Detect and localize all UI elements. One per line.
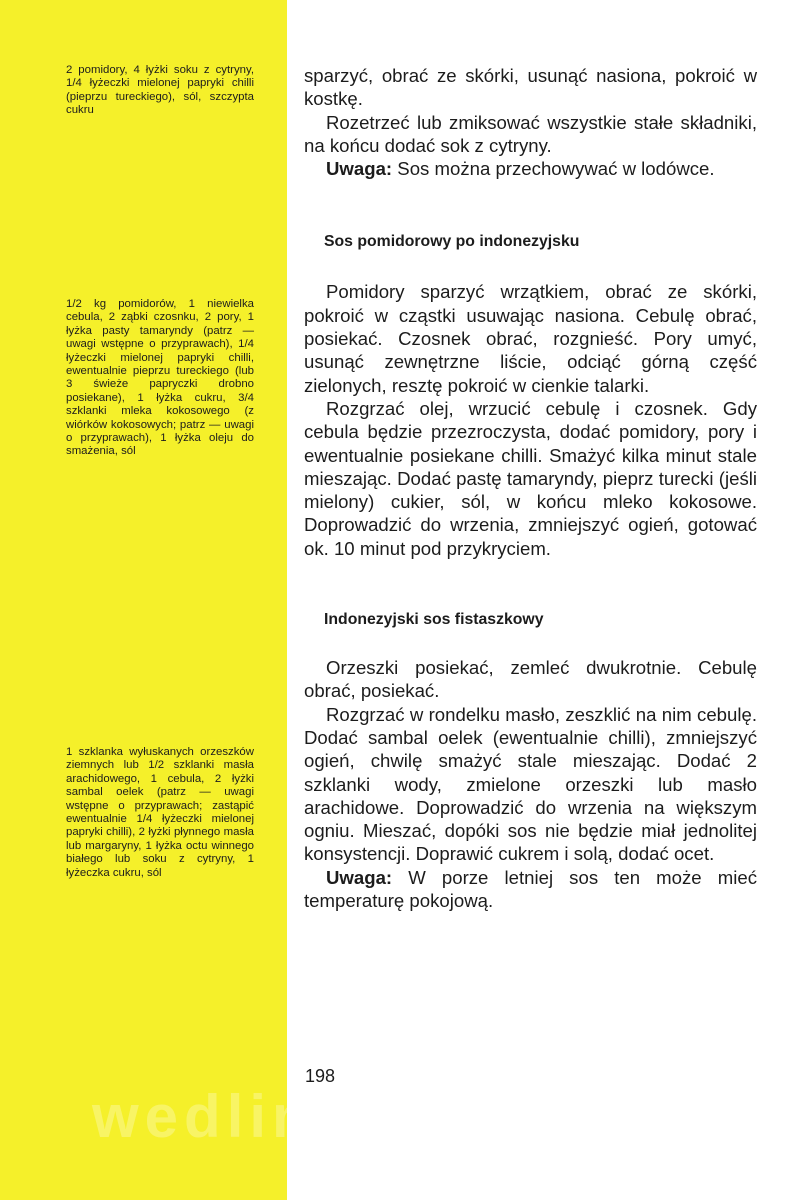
- recipe3-title: Indonezyjski sos fistaszkowy: [324, 611, 544, 629]
- recipe1-note: [304, 157, 757, 180]
- note-label: Uwaga:: [326, 158, 393, 180]
- recipe2-paragraph-1: Pomidory sparzyć wrzątkiem, obrać ze skórki, pokroić w cząstki usuwając nasiona. Cebulę obrać, posiekać. Czosnek obrać, rozgnieść. Pory umyć, usunąć zewnętrzne liście, odciąć górną część zielonych, resztę pokroić w cienkie talarki.: [304, 281, 757, 396]
- recipe2-paragraph-2: Rozgrzać olej, wrzucić cebulę i czosnek. Gdy cebula będzie przezroczysta, dodać pomidory, pory i ewentualnie posiekane chilli. Smażyć kilka minut stale mieszając. Dodać pastę tamaryndy, pieprz turecki (jeśli mielony) cukier, sól, w końcu mleko kokosowe. Doprowadzić do wrzenia, zmniejszyć ogień, gotować ok. 10 minut pod przykryciem.: [304, 397, 757, 559]
- recipe1-paragraph-1: sparzyć, obrać ze skórki, usunąć nasiona, pokroić w kostkę.: [304, 65, 757, 110]
- ingredients-list-2: 1/2 kg pomidorów, 1 niewielka cebula, 2 ząbki czosnku, 2 pory, 1 łyżka pasty tamaryndy (patrz — uwagi wstępne o przyprawach), 1/4 łyżeczki mielonej papryki chilli, ewentualnie pieprzu tureckiego (lub 3 świeże papryczki drobno posiekane), 1 łyżka cukru, 3/4 szklanki mleka kokosowego (z wiórków kokosowych; patrz — uwagi o przyprawach), 1 łyżka oleju do smażenia, sól: [66, 298, 254, 458]
- recipe3-paragraph-2: Rozgrzać w rondelku masło, zeszklić na nim cebulę. Dodać sambal oelek (ewentualnie chilli), zmniejszyć ogień, chwilę smażyć stale mieszając. Dodać 2 szklanki wody, zmielone orzeszki lub masło arachidowe. Doprowadzić do wrzenia na większym ogniu. Mieszać, dopóki sos nie będzie miał jednolitej konsystencji. Doprawić cukrem i solą, dodać ocet.: [304, 703, 757, 865]
- note-text: W porze letniej sos ten może mieć temperaturę pokojową.: [304, 866, 757, 912]
- recipe-content: [304, 64, 757, 912]
- ingredients-sidebar: [0, 0, 287, 1200]
- page-number: 198: [305, 1066, 336, 1086]
- recipe3-paragraph-1: Orzeszki posiekać, zemleć dwukrotnie. Cebulę obrać, posiekać.: [304, 657, 757, 702]
- recipe3-note: [304, 866, 757, 913]
- ingredients-list-1: 2 pomidory, 4 łyżki soku z cytryny, 1/4 łyżeczki mielonej papryki chilli (pieprzu tureckiego), sól, szczypta cukru: [66, 64, 254, 117]
- note-label: Uwaga:: [326, 866, 393, 888]
- note-text: Sos można przechowywać w lodówce.: [392, 158, 715, 180]
- recipe1-paragraph-2: Rozetrzeć lub zmiksować wszystkie stałe składniki, na końcu dodać sok z cytryny.: [304, 111, 757, 156]
- ingredients-list-3: 1 szklanka wyłuskanych orzeszków ziemnych lub 1/2 szklanki masła arachidowego, 1 cebula, 2 łyżki sambal oelek (patrz — uwagi wstępne o przyprawach; zastąpić ewentualnie 1/4 łyżeczki mielonej papryki chilli), 2 łyżki płynnego masła lub margaryny, 1 łyżka octu winnego białego lub soku z cytryny, 1 łyżeczka cukru, sól: [66, 746, 254, 879]
- recipe2-title: Sos pomidorowy po indonezyjsku: [324, 233, 580, 251]
- watermark: wedlinydomowe.pl: [92, 1083, 722, 1150]
